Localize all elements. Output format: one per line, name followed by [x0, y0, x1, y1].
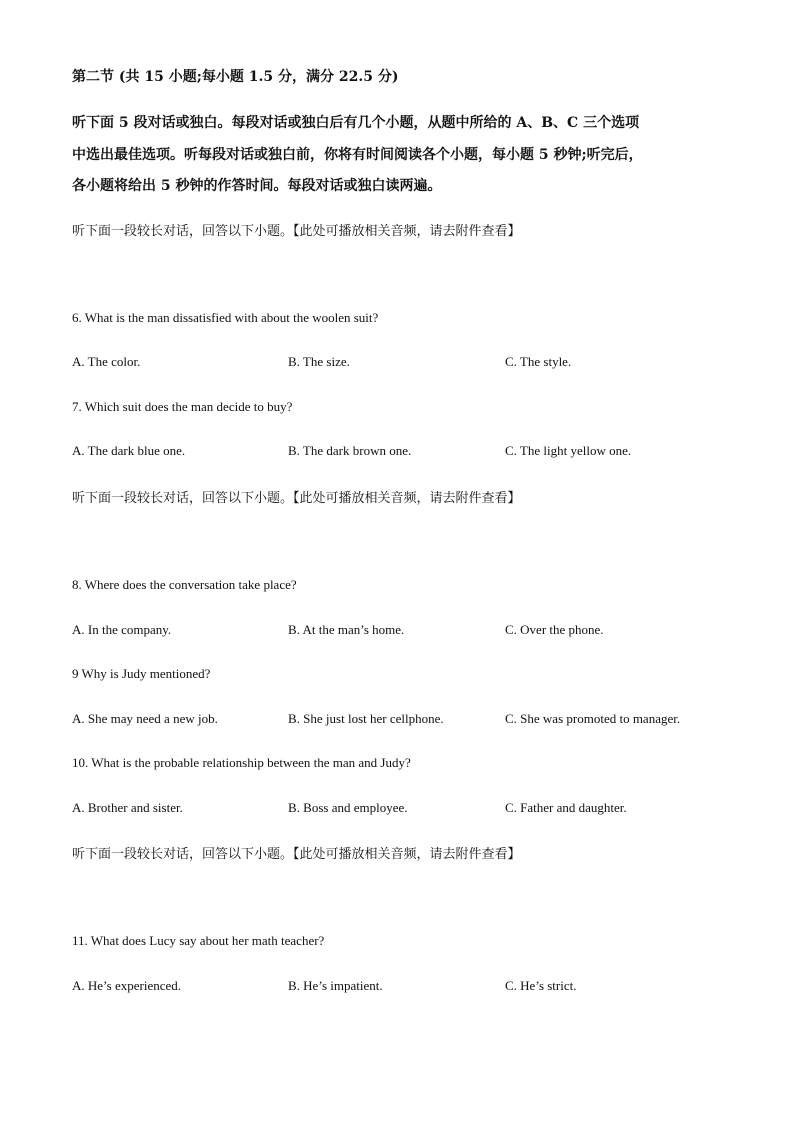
question-6-option-c: C. The style.	[505, 354, 572, 369]
question-9-option-c: C. She was promoted to manager.	[505, 711, 681, 726]
question-10-option-a: A. Brother and sister.	[72, 800, 183, 815]
audio-note-3: 听下面一段较长对话，回答以下小题。【此处可播放相关音频，请去附件查看】	[72, 847, 521, 862]
question-6: 6. What is the man dissatisfied with about the woolen suit?	[72, 310, 379, 325]
audio-note-1: 听下面一段较长对话，回答以下小题。【此处可播放相关音频，请去附件查看】	[72, 224, 521, 239]
question-7-option-a: A. The dark blue one.	[72, 443, 186, 458]
question-6-option-a: A. The color.	[72, 354, 141, 369]
question-11-option-c: C. He’s strict.	[505, 978, 577, 993]
question-10: 10. What is the probable relationship between the man and Judy?	[72, 755, 411, 770]
question-7-option-c: C. The light yellow one.	[505, 443, 632, 458]
question-11-option-a: A. He’s experienced.	[72, 978, 182, 993]
instructions-line-2: 中选出最佳选项。听每段对话或独白前，你将有时间阅读各个小题，每小题 5 秒钟;听完后，	[72, 147, 643, 163]
question-11: 11. What does Lucy say about her math teacher?	[72, 933, 325, 948]
question-9-option-a: A. She may need a new job.	[72, 711, 218, 726]
question-10-option-c: C. Father and daughter.	[505, 800, 627, 815]
audio-note-2: 听下面一段较长对话，回答以下小题。【此处可播放相关音频，请去附件查看】	[72, 491, 521, 506]
question-9-option-b: B. She just lost her cellphone.	[288, 711, 444, 726]
question-7-option-b: B. The dark brown one.	[288, 443, 412, 458]
question-11-option-b: B. He’s impatient.	[288, 978, 383, 993]
question-8-option-c: C. Over the phone.	[505, 622, 604, 637]
question-10-option-b: B. Boss and employee.	[288, 800, 408, 815]
question-8-option-b: B. At the man’s home.	[288, 622, 405, 637]
question-8: 8. Where does the conversation take place?	[72, 577, 297, 592]
instructions-line-3: 各小题将给出 5 秒钟的作答时间。每段对话或独白读两遍。	[72, 178, 442, 194]
section-title: 第二节 (共 15 小题;每小题 1.5 分，满分 22.5 分)	[72, 69, 399, 85]
question-9: 9 Why is Judy mentioned?	[72, 666, 211, 681]
instructions-line-1: 听下面 5 段对话或独白。每段对话或独白后有几个小题，从题中所给的 A、B、C 三个选项	[72, 115, 640, 131]
question-6-option-b: B. The size.	[288, 354, 350, 369]
question-8-option-a: A. In the company.	[72, 622, 172, 637]
question-7: 7. Which suit does the man decide to buy?	[72, 399, 293, 414]
